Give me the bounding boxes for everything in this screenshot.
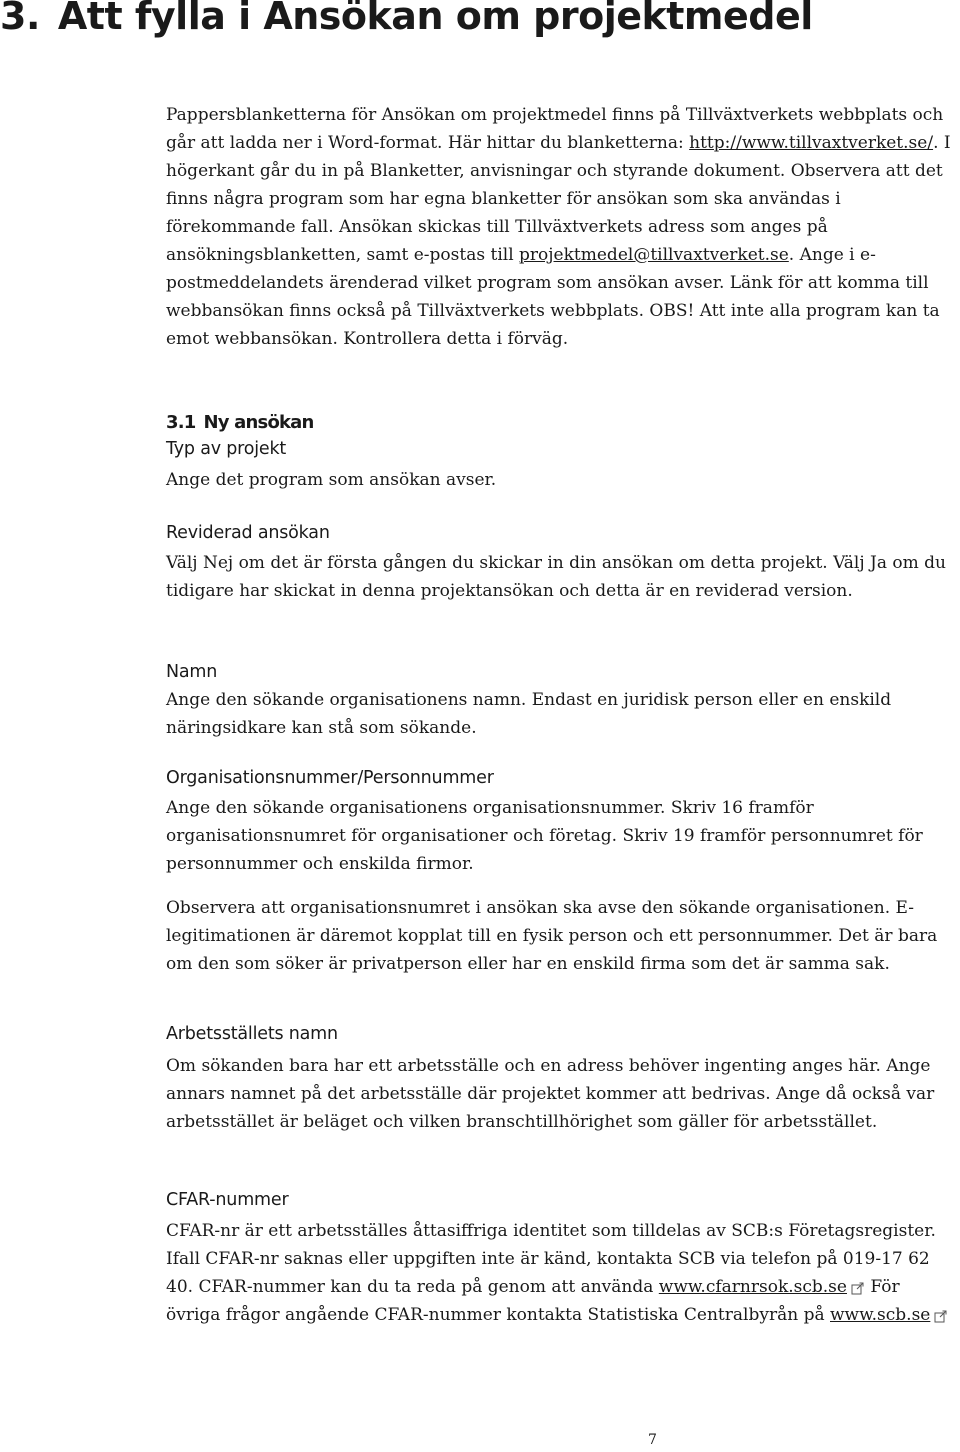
cfarnrsok-link[interactable]: www.cfarnrsok.scb.se xyxy=(658,1277,847,1297)
orgnr-text-1: Ange den sökande organisationens organisationsnummer. Skriv 16 framför organisationsnumret för organisationer och företag. Skriv 19 framför personnumret för personnummer och enskilda firmor. xyxy=(166,798,923,874)
external-link-icon[interactable] xyxy=(934,1309,948,1323)
email-link[interactable]: projektmedel@tillvaxtverket.se xyxy=(519,245,789,265)
reviderad-text: Välj Nej om det är första gången du skickar in din ansökan om detta projekt. Välj Ja om du tidigare har skickat in denna projektansökan och detta är en reviderad version. xyxy=(166,553,946,601)
cfar-text-2: För övriga frågor angående CFAR-nummer kontakta Statistiska Centralbyrån på xyxy=(166,1277,900,1325)
cfar-paragraph xyxy=(166,1217,956,1329)
section-number: 3.1 xyxy=(166,412,196,433)
chapter-title: Att fylla i Ansökan om projektmedel xyxy=(57,0,813,38)
scb-link[interactable]: www.scb.se xyxy=(830,1305,931,1325)
chapter-number: 3. xyxy=(0,0,40,38)
namn-text: Ange den sökande organisationens namn. Endast en juridisk person eller en enskild näringsidkare kan stå som sökande. xyxy=(166,690,892,738)
intro-text-3: . Ange i e-postmeddelandets ärenderad vilket program som ansökan avser. Länk för att komma till webbansökan finns också på Tillväxtverkets webbplats. OBS! Att inte alla program kan ta emot webbansökan. Kontrollera detta i förväg. xyxy=(166,245,940,349)
reviderad-heading: Reviderad ansökan xyxy=(166,523,330,543)
namn-heading: Namn xyxy=(166,662,218,682)
external-link-icon[interactable] xyxy=(851,1281,865,1295)
arbetsstalle-heading: Arbetsställets namn xyxy=(166,1024,338,1044)
typ-text: Ange det program som ansökan avser. xyxy=(166,470,497,490)
cfar-heading: CFAR-nummer xyxy=(166,1190,289,1210)
intro-text-2: . I högerkant går du in på Blanketter, anvisningar och styrande dokument. Observera att det finns några program som har egna blanketter för ansökan som ska användas i förekommande fall. Ansökan skickas till Tillväxtverkets adress som anges på ansökningsblanketten, samt e-postas till xyxy=(166,133,951,265)
section-title: Ny ansökan xyxy=(203,412,314,433)
cfar-text-1: CFAR-nr är ett arbetsställes åttasiffriga identitet som tilldelas av SCB:s Företagsregister. Ifall CFAR-nr saknas eller uppgiften inte är känd, kontakta SCB via telefon på 019-17 62 40. CFAR-nummer kan du ta reda på genom att använda xyxy=(166,1221,936,1297)
intro-paragraph xyxy=(166,101,956,353)
page-number: 7 xyxy=(648,1432,657,1448)
tillvaxtverket-link[interactable]: http://www.tillvaxtverket.se/ xyxy=(689,133,934,153)
orgnr-heading: Organisationsnummer/Personnummer xyxy=(166,768,494,788)
chapter-heading xyxy=(0,0,813,38)
arbetsstalle-text: Om sökanden bara har ett arbetsställe och en adress behöver ingenting anges här. Ange annars namnet på det arbetsställe där projektet kommer att bedrivas. Ange då också var arbetsstället är beläget och vilken branschtillhörighet som gäller för arbetsstället. xyxy=(166,1056,935,1132)
orgnr-text-2: Observera att organisationsnumret i ansökan ska avse den sökande organisationen. E-legitimationen är däremot kopplat till en fysik person och ett personnummer. Det är bara om den som söker är privatperson eller har en enskild firma som det är samma sak. xyxy=(166,898,938,974)
typ-heading: Typ av projekt xyxy=(166,439,287,459)
intro-text-1: Pappersblanketterna för Ansökan om projektmedel finns på Tillväxtverkets webbplats och går att ladda ner i Word-format. Här hittar du blanketterna: xyxy=(166,105,944,153)
section-heading xyxy=(166,412,956,433)
